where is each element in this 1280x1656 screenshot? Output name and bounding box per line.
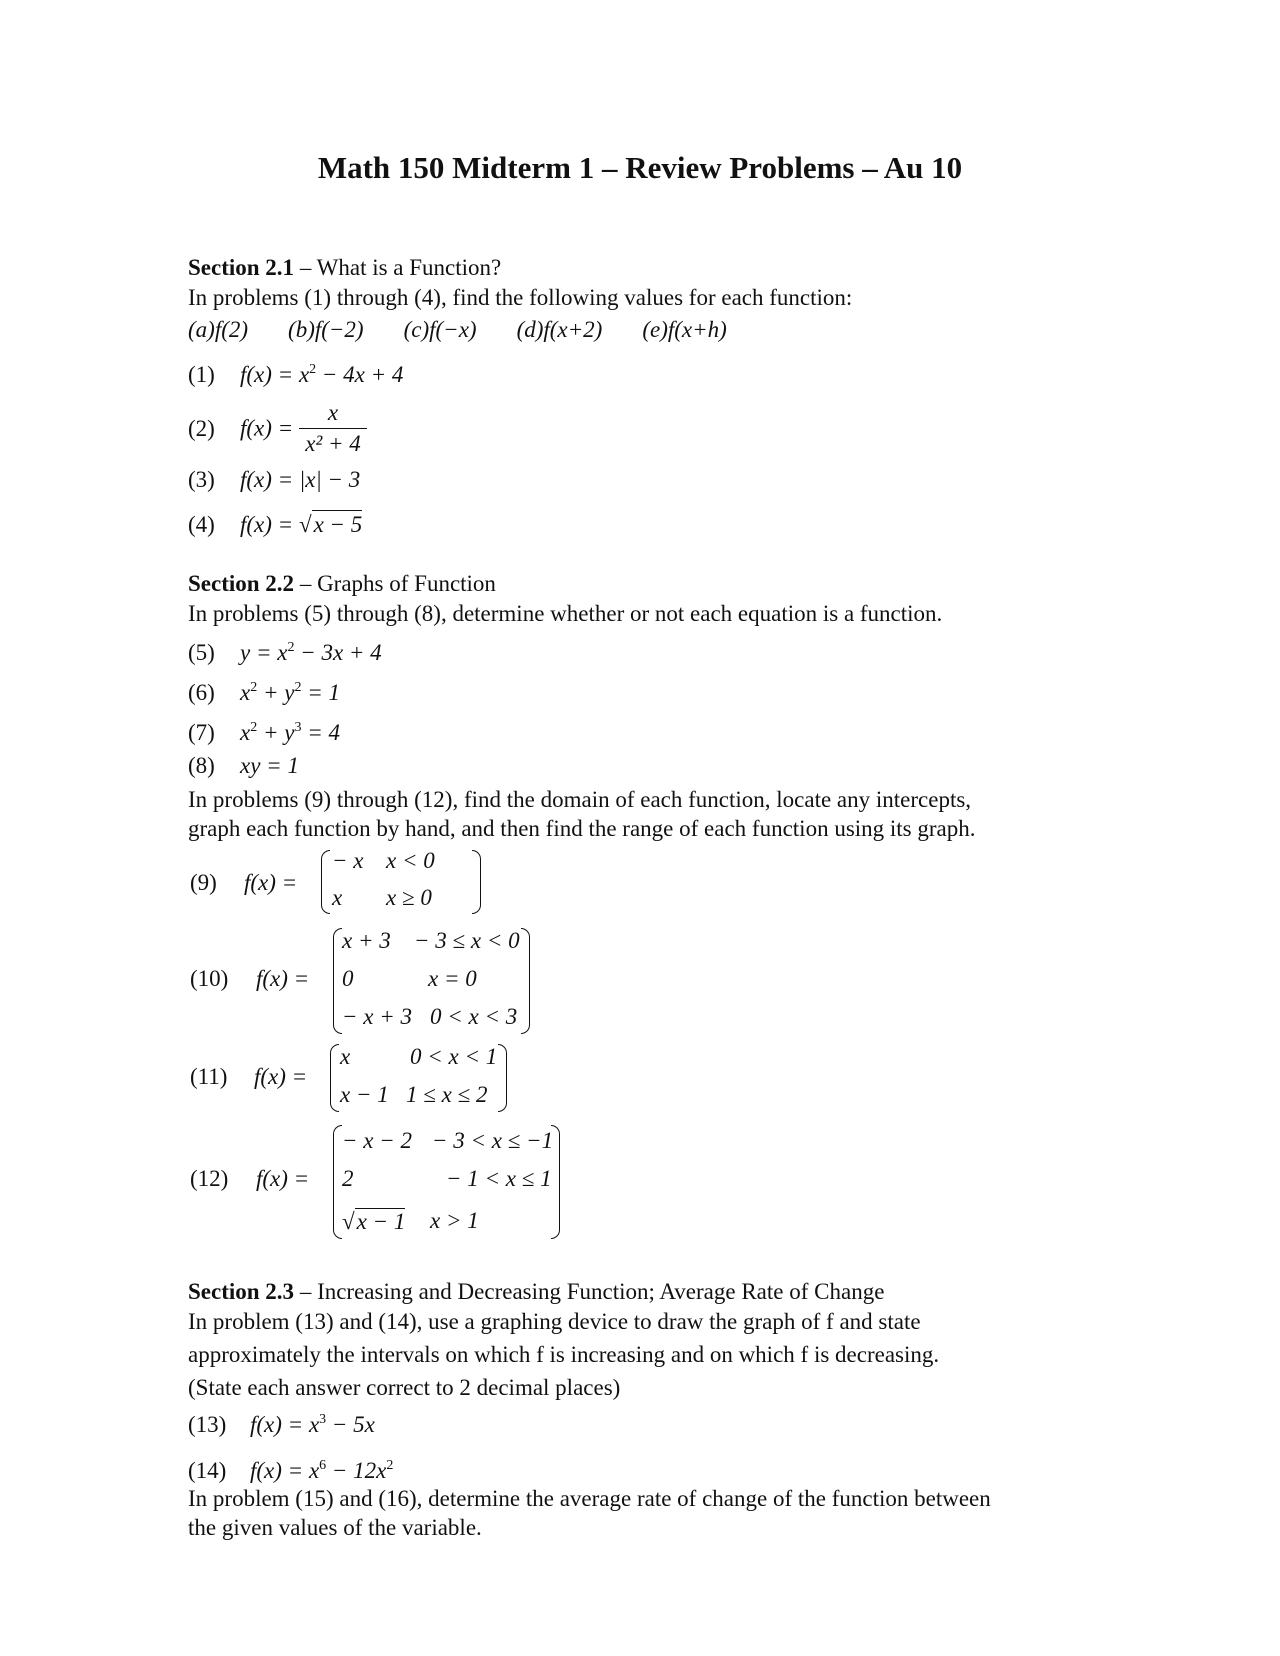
problem-7 (188, 714, 340, 747)
page-title: Math 150 Midterm 1 – Review Problems – Au 10 (317, 150, 963, 185)
problem-3 (188, 466, 360, 494)
exponent: 3 (319, 1412, 327, 1427)
problem-number: (3) (188, 467, 215, 492)
section-2-1-heading (188, 254, 501, 282)
instruction: In problem (15) and (16), determine the average rate of change of the function between (188, 1486, 991, 1511)
exponent: 2 (294, 680, 302, 695)
problem-8 (188, 752, 299, 780)
problem-number: (9) (190, 870, 217, 895)
left-brace (333, 1125, 342, 1239)
equation-lhs: f(x) = (240, 415, 294, 441)
left-brace (333, 928, 342, 1034)
exponent: 3 (294, 720, 302, 735)
equation-lhs: f(x) = (256, 1166, 310, 1191)
equation-lhs: f(x) = (256, 966, 310, 991)
equation-lhs: f(x) = x (240, 362, 310, 387)
equation-lhs: f(x) = (244, 870, 298, 895)
equation-part: − 5x (326, 1412, 375, 1437)
equation-part: f(x) = x (250, 1458, 320, 1483)
case-cond: 0 < x < 3 (430, 1004, 518, 1029)
exponent: 2 (250, 720, 258, 735)
case-cond: x ≥ 0 (386, 885, 432, 910)
equation-part: − 3x + 4 (294, 640, 382, 665)
problem-number: (1) (188, 362, 215, 387)
problem-number: (10) (190, 966, 229, 991)
right-brace (472, 850, 481, 914)
right-brace (551, 1125, 560, 1239)
problem-14 (188, 1452, 393, 1485)
case-expr: − x + 3 (342, 1004, 412, 1029)
instruction: approximately the intervals on which f is increasing and on which f is decreasing. (188, 1342, 940, 1367)
left-brace (330, 1044, 339, 1112)
case-cond: 0 < x < 1 (410, 1044, 498, 1069)
instruction: In problems (9) through (12), find the domain of each function, locate any intercepts, (188, 787, 972, 812)
equation-part: x (240, 680, 251, 705)
case-cond: x = 0 (428, 966, 477, 991)
part-c: (c)f(−x) (403, 317, 477, 342)
problem-number: (12) (190, 1166, 229, 1191)
exponent: 6 (319, 1458, 327, 1473)
problem-number: (6) (188, 680, 215, 705)
part-b: (b)f(−2) (288, 317, 364, 342)
case-cond: x < 0 (386, 848, 435, 873)
equation-lhs: f(x) = (240, 512, 294, 537)
problem-number: (2) (188, 415, 215, 441)
fraction (299, 398, 367, 459)
problem-4: (4) f(x) = √x − 5 (188, 512, 363, 537)
case-cond: − 1 < x ≤ 1 (446, 1166, 552, 1191)
equation-part: = 4 (301, 720, 340, 745)
problem-5 (188, 634, 382, 667)
case-cond: − 3 < x ≤ −1 (432, 1128, 554, 1153)
case-cond: x > 1 (430, 1208, 479, 1233)
case-expr: − x (332, 848, 364, 873)
problem-number: (11) (190, 1064, 228, 1089)
problem-number: (4) (188, 512, 215, 537)
equation-part: f(x) = x (250, 1412, 320, 1437)
exponent: 2 (386, 1458, 394, 1473)
case-expr: − x − 2 (342, 1128, 412, 1153)
section-label: Section 2.3 (188, 1279, 295, 1304)
problem-number: (13) (188, 1412, 227, 1437)
equation: f(x) = |x| − 3 (240, 467, 361, 492)
section-2-3-heading (188, 1278, 884, 1306)
instruction: In problem (13) and (14), use a graphing device to draw the graph of f and state (188, 1309, 921, 1334)
instruction: In problems (1) through (4), find the following values for each function: (188, 285, 853, 310)
equation-part: + y (257, 680, 295, 705)
exponent: 2 (287, 640, 295, 655)
problem-number: (14) (188, 1458, 227, 1483)
equation-part: + y (257, 720, 295, 745)
equation-part: − 12x (326, 1458, 387, 1483)
section-label: Section 2.2 (188, 571, 295, 596)
instruction: graph each function by hand, and then find the range of each function using its graph. (188, 816, 976, 841)
case-expr: x (332, 885, 343, 910)
case-expr: x − 1 (340, 1082, 389, 1107)
equation-part: = 1 (301, 680, 340, 705)
case-expr: x (340, 1044, 351, 1069)
right-brace (521, 928, 530, 1034)
case-expr: 2 (342, 1166, 354, 1191)
section-2-2-heading (188, 570, 496, 598)
denominator: x² + 4 (305, 431, 361, 456)
part-a: (a)f(2) (188, 317, 249, 342)
right-brace (498, 1044, 507, 1112)
case-expr: √x − 1 (342, 1209, 406, 1234)
parts-list (188, 316, 727, 344)
problem-number: (5) (188, 640, 215, 665)
problem-number: (8) (188, 753, 215, 778)
case-cond: − 3 ≤ x < 0 (414, 928, 520, 953)
radicand: x − 1 (356, 1209, 406, 1234)
instruction: the given values of the variable. (188, 1515, 482, 1540)
equation-lhs: f(x) = (254, 1064, 308, 1089)
exponent: 2 (250, 680, 258, 695)
equation-part: x (240, 720, 251, 745)
part-e: (e)f(x+h) (642, 317, 727, 342)
problem-number: (7) (188, 720, 215, 745)
numerator: x (299, 398, 367, 429)
instruction: In problems (5) through (8), determine whether or not each equation is a function. (188, 601, 943, 626)
equation: xy = 1 (240, 753, 299, 778)
equation-rest: − 4x + 4 (316, 362, 404, 387)
problem-13 (188, 1406, 375, 1439)
section-name: – Increasing and Decreasing Function; Average Rate of Change (294, 1279, 885, 1304)
equation-part: y = x (240, 640, 288, 665)
section-name: – Graphs of Function (294, 571, 496, 596)
radicand: x − 5 (313, 512, 363, 537)
case-expr: 0 (342, 966, 354, 991)
problem-1 (188, 356, 403, 389)
problem-6 (188, 674, 340, 707)
case-cond: 1 ≤ x ≤ 2 (406, 1082, 488, 1107)
left-brace (321, 850, 330, 914)
section-name: – What is a Function? (294, 255, 502, 280)
instruction: (State each answer correct to 2 decimal places) (188, 1375, 621, 1400)
part-d: (d)f(x+2) (516, 317, 603, 342)
problem-2 (188, 398, 367, 459)
case-expr: x + 3 (342, 928, 391, 953)
section-label: Section 2.1 (188, 255, 295, 280)
exponent: 2 (309, 362, 317, 377)
